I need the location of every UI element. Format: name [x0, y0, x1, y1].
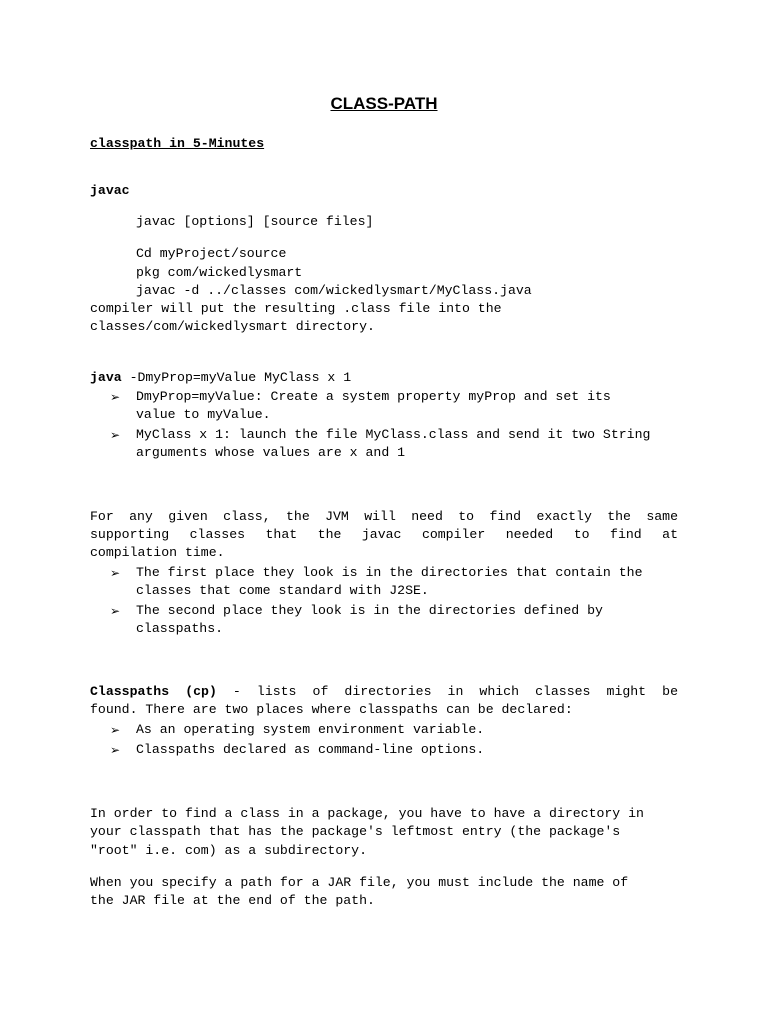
section-subtitle: classpath in 5-Minutes	[90, 136, 265, 151]
classpaths-definition: - lists of directories in which classes might be	[216, 684, 678, 699]
javac-heading: javac	[90, 183, 130, 198]
java-command-line	[90, 369, 351, 387]
java-bullet-1-line-2: value to myValue.	[136, 407, 271, 422]
bullet-arrow-icon: ➢	[110, 390, 121, 404]
page-title: CLASS-PATH	[330, 94, 438, 113]
java-bullet-2-line-1: MyClass x 1: launch the file MyClass.class and send it two String	[136, 427, 651, 442]
jar-para-line-2: the JAR file at the end of the path.	[90, 893, 375, 908]
bullet-arrow-icon: ➢	[110, 428, 121, 442]
java-bullet-2-line-2: arguments whose values are x and 1	[136, 445, 406, 460]
jvm-para-line-1: For any given class, the JVM will need to find exactly the same	[90, 509, 678, 524]
jvm-para-line-2: supporting classes that the javac compiler needed to find at	[90, 527, 678, 542]
javac-command-2: pkg com/wickedlysmart	[136, 265, 303, 280]
classpaths-bullet-1: As an operating system environment variable.	[136, 722, 485, 737]
javac-note-line-1: compiler will put the resulting .class file into the	[90, 301, 502, 316]
jvm-bullet-2-line-1: The second place they look is in the directories defined by	[136, 603, 603, 618]
package-para-line-1: In order to find a class in a package, you have to have a directory in	[90, 806, 644, 821]
jvm-bullet-1-line-1: The first place they look is in the directories that contain the	[136, 565, 643, 580]
java-command-args: -DmyProp=myValue MyClass x 1	[121, 370, 352, 385]
bullet-arrow-icon: ➢	[110, 566, 121, 580]
jvm-para-line-3: compilation time.	[90, 545, 225, 560]
jvm-bullet-2-line-2: classpaths.	[136, 621, 224, 636]
package-para-line-3: "root" i.e. com) as a subdirectory.	[90, 843, 367, 858]
classpaths-term: Classpaths (cp)	[90, 684, 217, 699]
classpaths-para-line-2: found. There are two places where classpaths can be declared:	[90, 702, 573, 717]
jvm-bullet-1-line-2: classes that come standard with J2SE.	[136, 583, 429, 598]
javac-syntax: javac [options] [source files]	[136, 214, 374, 229]
java-keyword: java	[90, 370, 122, 385]
bullet-arrow-icon: ➢	[110, 723, 121, 737]
package-para-line-2: your classpath that has the package's leftmost entry (the package's	[90, 824, 621, 839]
java-bullet-1-line-1: DmyProp=myValue: Create a system property myProp and set its	[136, 389, 611, 404]
jar-para-line-1: When you specify a path for a JAR file, you must include the name of	[90, 875, 629, 890]
bullet-arrow-icon: ➢	[110, 604, 121, 618]
bullet-arrow-icon: ➢	[110, 743, 121, 757]
classpaths-para-line-1	[90, 683, 678, 701]
javac-command-3: javac -d ../classes com/wickedlysmart/MyClass.java	[136, 283, 532, 298]
javac-note-line-2: classes/com/wickedlysmart directory.	[90, 319, 375, 334]
classpaths-bullet-2: Classpaths declared as command-line options.	[136, 742, 485, 757]
javac-command-1: Cd myProject/source	[136, 246, 287, 261]
